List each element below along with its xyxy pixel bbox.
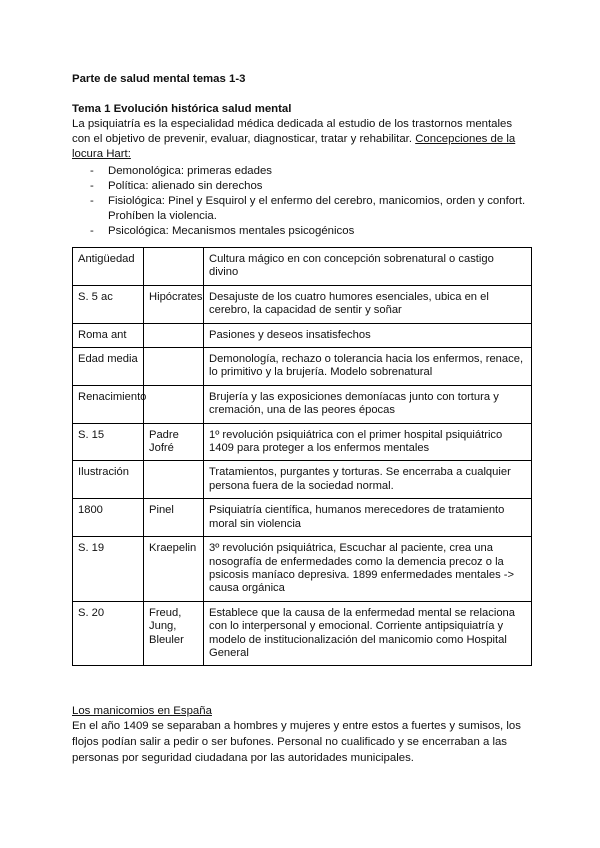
cell-desc: Psiquiatría científica, humanos merecedores de tratamiento moral sin violencia	[204, 499, 532, 537]
manicomios-heading: Los manicomios en España	[72, 705, 212, 718]
cell-desc: Cultura mágico en con concepción sobrenatural o castigo divino	[204, 248, 532, 286]
cell-figura	[144, 248, 204, 286]
cell-epoca: Antigüedad	[73, 248, 144, 286]
cell-epoca: 1800	[73, 499, 144, 537]
table-row	[73, 601, 532, 666]
cell-desc: 3º revolución psiquiátrica, Escuchar al paciente, crea una nosografía de enfermedades como la demencia precoz o la psicosis maníaco depresiva. 1899 enfermedades mentales -> causa orgánica	[204, 537, 532, 602]
table-row	[73, 461, 532, 499]
table-row	[73, 385, 532, 423]
cell-figura: Padre Jofré	[144, 423, 204, 461]
cell-figura: Kraepelin	[144, 537, 204, 602]
cell-desc: Pasiones y deseos insatisfechos	[204, 323, 532, 347]
cell-desc: 1º revolución psiquiátrica con el primer hospital psiquiátrico 1409 para proteger a los enfermos mentales	[204, 423, 532, 461]
list-item-text: Política: alienado sin derechos	[108, 180, 263, 192]
cell-epoca: S. 20	[73, 601, 144, 666]
cell-epoca: S. 19	[73, 537, 144, 602]
cell-desc: Desajuste de los cuatro humores esenciales, ubica en el cerebro, la capacidad de sentir y soñar	[204, 285, 532, 323]
list-item-text: Demonológica: primeras edades	[108, 165, 272, 177]
cell-figura: Freud, Jung, Bleuler	[144, 601, 204, 666]
list-item-text: Psicológica: Mecanismos mentales psicogénicos	[108, 225, 355, 237]
table-row	[73, 323, 532, 347]
cell-epoca: Renacimiento	[73, 385, 144, 423]
manicomios-text: En el año 1409 se separaban a hombres y mujeres y entre estos a fuertes y sumisos, los flojos podían salir a pedir o ser bufones. Personal no cualificado y se encerraban a las personas por seguridad ciudadana por las autoridades municipales.	[72, 720, 521, 764]
document-title: Parte de salud mental temas 1-3	[72, 73, 246, 85]
table-row	[73, 499, 532, 537]
list-dash: -	[90, 225, 94, 237]
cell-figura	[144, 461, 204, 499]
cell-figura	[144, 348, 204, 386]
cell-figura: Pinel	[144, 499, 204, 537]
table-row	[73, 423, 532, 461]
list-item-text: Fisiológica: Pinel y Esquirol y el enfermo del cerebro, manicomios, orden y confort. Prohíben la violencia.	[108, 195, 526, 222]
cell-desc: Demonología, rechazo o tolerancia hacia los enfermos, renace, lo primitivo y la brujería. Modelo sobrenatural	[204, 348, 532, 386]
cell-desc: Brujería y las exposiciones demoníacas junto con tortura y cremación, una de las peores épocas	[204, 385, 532, 423]
concepciones-heading: Concepciones de la locura Hart:	[72, 133, 516, 160]
cell-desc: Tratamientos, purgantes y torturas. Se encerraba a cualquier persona fuera de la sociedad normal.	[204, 461, 532, 499]
list-item	[72, 179, 532, 194]
document-page	[72, 72, 532, 766]
cell-figura	[144, 323, 204, 347]
manicomios-section	[72, 704, 532, 766]
list-dash: -	[90, 165, 94, 177]
history-table	[72, 247, 532, 666]
concepciones-list	[72, 164, 532, 239]
cell-epoca: Ilustración	[73, 461, 144, 499]
table-row	[73, 537, 532, 602]
cell-figura: Hipócrates	[144, 285, 204, 323]
cell-epoca: S. 5 ac	[73, 285, 144, 323]
list-dash: -	[90, 180, 94, 192]
section-title-tema1: Tema 1 Evolución histórica salud mental	[72, 103, 292, 115]
list-item	[72, 224, 532, 239]
tema1-intro-text: La psiquiatría es la especialidad médica dedicada al estudio de los trastornos mentales con el objetivo de prevenir, evaluar, diagnosticar, tratar y rehabilitar.	[72, 118, 513, 145]
cell-epoca: Edad media	[73, 348, 144, 386]
table-row	[73, 248, 532, 286]
list-item	[72, 194, 532, 224]
table-row	[73, 285, 532, 323]
tema1-intro	[72, 117, 532, 162]
cell-epoca: Roma ant	[73, 323, 144, 347]
table-row	[73, 348, 532, 386]
list-dash: -	[90, 195, 94, 207]
cell-desc: Establece que la causa de la enfermedad mental se relaciona con lo interpersonal y emocional. Corriente antipsiquiatría y modelo de institucionalización del manicomio como Hospital General	[204, 601, 532, 666]
cell-epoca: S. 15	[73, 423, 144, 461]
list-item	[72, 164, 532, 179]
cell-figura	[144, 385, 204, 423]
